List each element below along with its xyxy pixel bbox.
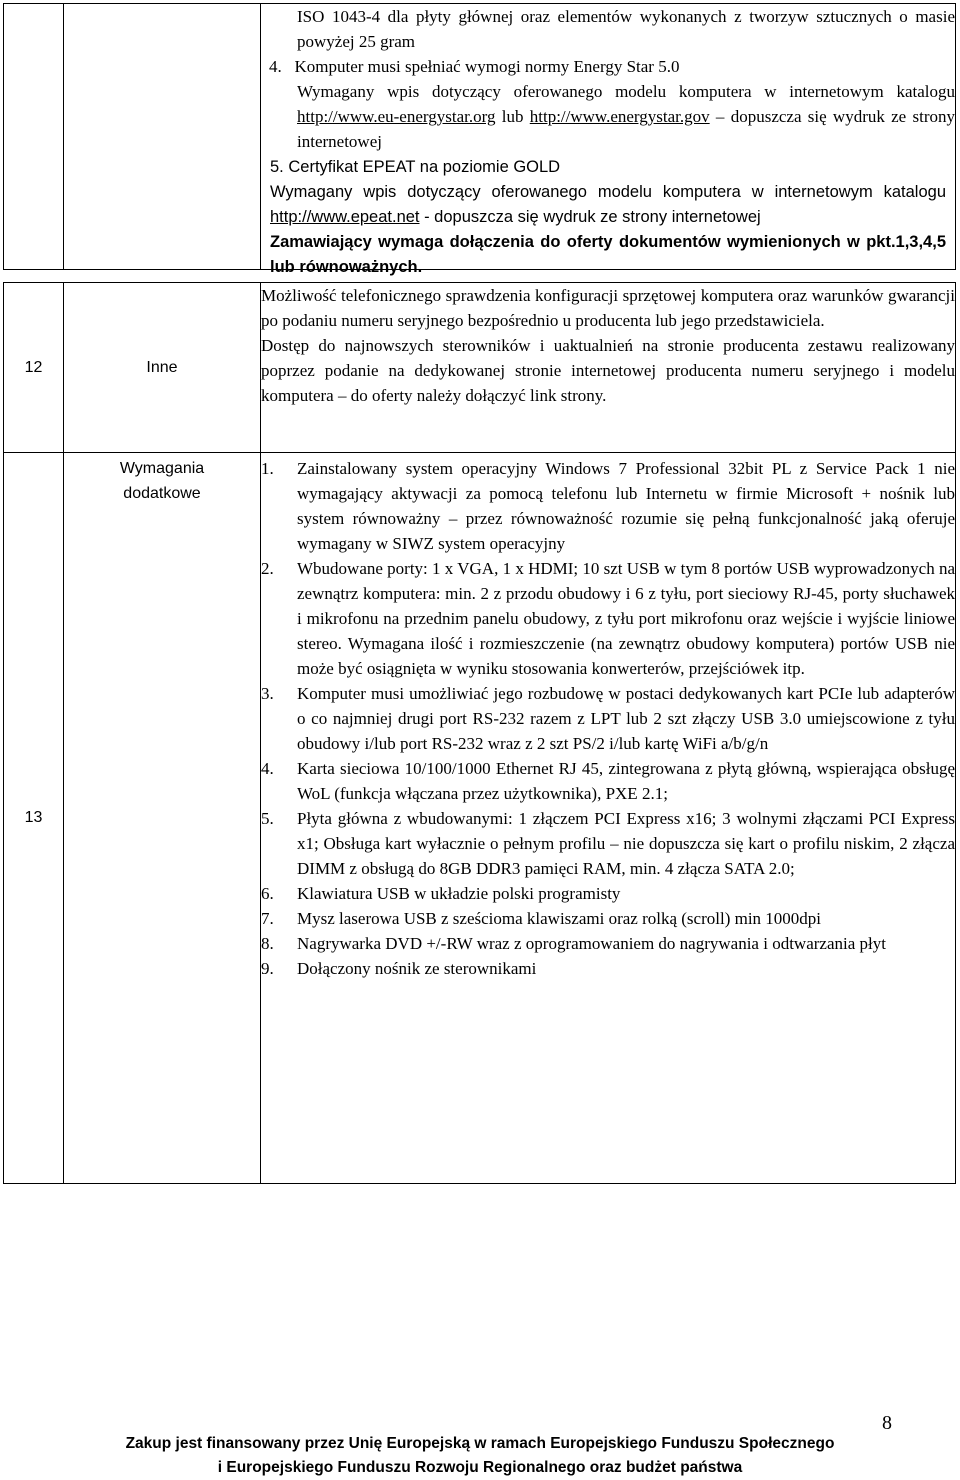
- list-item-number: 7.: [261, 909, 274, 928]
- row-number-cell: 13: [4, 453, 64, 1184]
- list-item: [261, 956, 955, 981]
- list-item: [261, 906, 955, 931]
- list-item-number: 1.: [261, 459, 274, 478]
- item-5-number: 5.: [270, 158, 284, 176]
- eu-energystar-link[interactable]: http://www.eu-energystar.org: [297, 107, 496, 126]
- table-row: [4, 453, 956, 1184]
- list-item-text: Zainstalowany system operacyjny Windows 7 Professional 32bit PL z Service Pack 1 nie wymagający aktywacji za pomocą telefonu lub Internetu w firmie Microsoft + nośnik lub system równoważny – przez równoważność rozumie się pełną funkcjonalność jaką oferuje wymagany w SIWZ system operacyjny: [297, 459, 955, 553]
- item-4-note: – dopuszcza się wydruk ze strony internetowej: [297, 107, 955, 151]
- list-item-number: 2.: [261, 559, 274, 578]
- list-item-number: 4.: [261, 759, 274, 778]
- list-item-text: Karta sieciowa 10/100/1000 Ethernet RJ 45, zintegrowana z płytą główną, wspierająca obsługę WoL (funkcja włączana przez użytkownika), PXE 2.1;: [297, 759, 955, 803]
- table-row: [4, 283, 956, 453]
- item-5-detail-text: Wymagany wpis dotyczący oferowanego modelu komputera w internetowym katalogu: [270, 183, 946, 201]
- item-5-detail: [270, 180, 946, 230]
- requirements-cell: [261, 283, 956, 453]
- list-item-text: Klawiatura USB w układzie polski programisty: [297, 884, 621, 903]
- item-5-text: Certyfikat EPEAT na poziomie GOLD: [288, 158, 561, 176]
- overlay-text: [270, 155, 946, 280]
- item-5: [270, 155, 946, 180]
- item-4-text: Komputer musi spełniać wymogi normy Energy Star 5.0: [294, 57, 680, 76]
- item-5-note: - dopuszcza się wydruk ze strony internetowej: [419, 208, 761, 226]
- list-item-number: 8.: [261, 934, 274, 953]
- list-item-text: Komputer musi umożliwiać jego rozbudowę w postaci dedykowanych kart PCIe lub adapterów o co najmniej drugi port RS-232 razem z LPT lub 2 szt złączy USB 3.0 umiejscowione z tyłu obudowy i/lub port RS-232 wraz z 2 szt PS/2 i/lub kartę WiFi a/b/g/n: [297, 684, 955, 753]
- list-item: [261, 681, 955, 756]
- list-item: [261, 881, 955, 906]
- item-4: [269, 54, 955, 79]
- row-number-cell: 12: [4, 283, 64, 453]
- list-item: [261, 456, 955, 556]
- page-number: 8: [882, 1412, 892, 1434]
- row-number-cell: [4, 4, 64, 270]
- item-4-detail: [297, 79, 955, 154]
- paragraph: Możliwość telefonicznego sprawdzenia konfiguracji sprzętowej komputera oraz warunków gwarancji po podaniu numeru seryjnego bezpośrednio u producenta lub jego przedstawiciela.: [261, 286, 955, 330]
- footer-line: Zakup jest finansowany przez Unię Europejską w ramach Europejskiego Funduszu Społecznego: [125, 1435, 835, 1452]
- item-4-or: lub: [495, 107, 530, 126]
- list-item-text: Dołączony nośnik ze sterownikami: [297, 959, 537, 978]
- list-item-number: 3.: [261, 684, 274, 703]
- category-cell: [64, 4, 261, 270]
- list-item-text: Mysz laserowa USB z sześcioma klawiszami oraz rolką (scroll) min 1000dpi: [297, 909, 822, 928]
- energystar-link[interactable]: http://www.energystar.gov: [529, 107, 710, 126]
- list-item: [261, 931, 955, 956]
- category-cell: Inne: [64, 283, 261, 453]
- item-4-detail-text: Wymagany wpis dotyczący oferowanego modelu komputera w internetowym katalogu: [297, 82, 955, 101]
- list-item-number: 9.: [261, 959, 274, 978]
- paragraph: Dostęp do najnowszych sterowników i uaktualnień na stronie producenta zestawu realizowany poprzez podanie na dedykowanej stronie internetowej producenta numeru seryjnego i modelu komputera – do oferty należy dołączyć link strony.: [261, 336, 955, 405]
- list-item-number: 5.: [261, 809, 274, 828]
- footer: [0, 1432, 960, 1480]
- continued-text: ISO 1043-4 dla płyty głównej oraz elementów wykonanych z tworzyw sztucznych o masie powyżej 25 gram: [297, 7, 955, 51]
- requirements-list: [261, 456, 955, 981]
- list-item-number: 6.: [261, 884, 274, 903]
- requirements-cell: [261, 453, 956, 1184]
- item-4-number: 4.: [269, 57, 282, 76]
- required-documents-note: Zamawiający wymaga dołączenia do oferty dokumentów wymienionych w pkt.1,3,4,5 lub równoważnych.: [270, 233, 946, 276]
- list-item-text: Wbudowane porty: 1 x VGA, 1 x HDMI; 10 szt USB w tym 8 portów USB wyprowadzonych na zewnątrz komputera: min. 2 z przodu obudowy i 6 z tyłu, port sieciowy RJ-45, porty słuchawek i mikrofonu na przednim panelu obudowy, z tyłu port mikrofonu oraz wejście i wyjście liniowe stereo. Wymagana ilość i rozmieszczenie (na zewnątrz obudowy komputera) portów USB nie może być osiągnięta w wyniku stosowania konwerterów, przejściówek itp.: [297, 559, 955, 678]
- list-item: [261, 556, 955, 681]
- list-item-text: Nagrywarka DVD +/-RW wraz z oprogramowaniem do nagrywania i odtwarzania płyt: [297, 934, 886, 953]
- epeat-link[interactable]: http://www.epeat.net: [270, 208, 420, 226]
- category-cell: Wymagania dodatkowe: [64, 453, 261, 1184]
- specification-table-continued: [3, 282, 956, 1184]
- list-item-text: Płyta główna z wbudowanymi: 1 złączem PCI Express x16; 3 wolnymi złączami PCI Express x1; Obsługa kart wyłacznie o pełnym profilu – nie dopuszcza się kart o profilu niskim, 2 złącza DIMM z obsługą do 8GB DDR3 pamięci RAM, min. 4 złącza SATA 2.0;: [297, 809, 955, 878]
- list-item: [261, 756, 955, 806]
- footer-line: i Europejskiego Funduszu Rozwoju Regionalnego oraz budżet państwa: [217, 1459, 743, 1476]
- list-item: [261, 806, 955, 881]
